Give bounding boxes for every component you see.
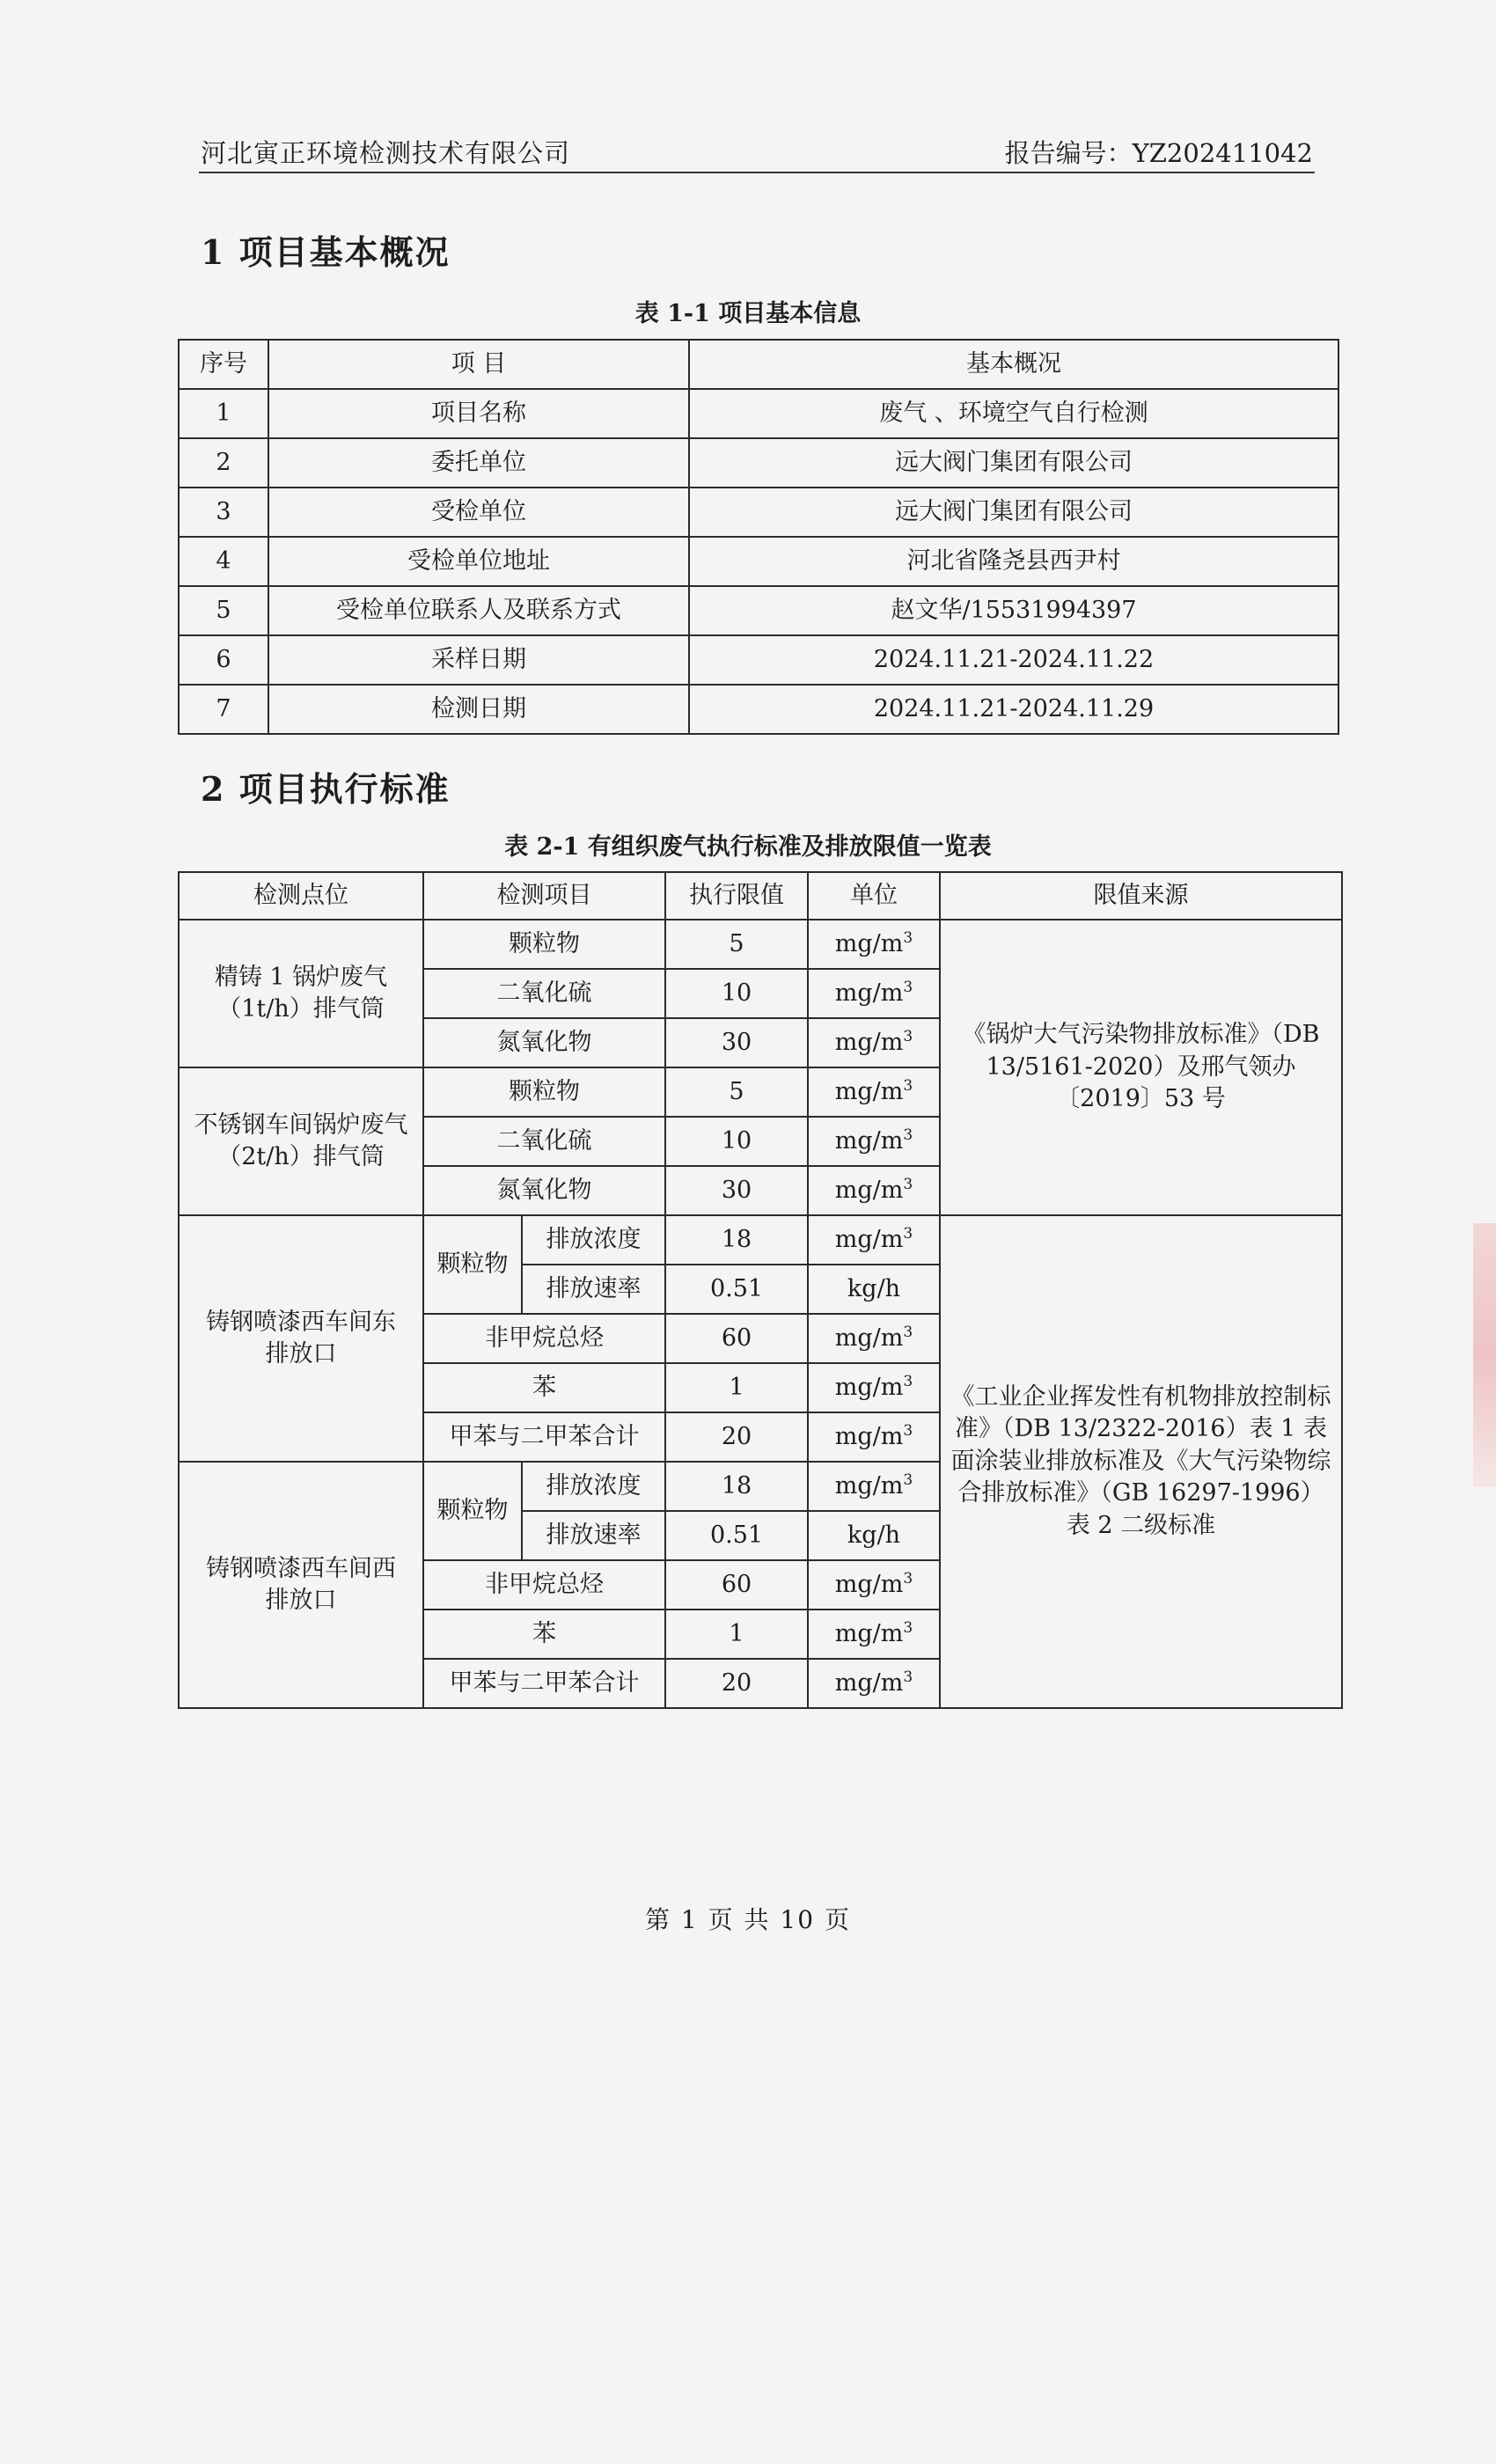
- unit-cell: $mg/m^3$: [808, 1018, 940, 1067]
- page-number: 第 1 页 共 10 页: [645, 1905, 851, 1934]
- test-item: 苯: [423, 1363, 665, 1412]
- test-item: 非甲烷总烃: [423, 1560, 665, 1610]
- limit-source: 《锅炉大气污染物排放标准》（DB 13/5161-2020）及邢气领办〔2019〕53 号: [940, 920, 1342, 1215]
- test-item: 颗粒物: [423, 1215, 522, 1314]
- company-name: 河北寅正环境检测技术有限公司: [201, 138, 571, 168]
- row-item: 检测日期: [268, 685, 689, 734]
- row-item: 受检单位地址: [268, 537, 689, 586]
- column-header: 项 目: [268, 340, 689, 389]
- limit-value: 20: [665, 1659, 808, 1708]
- sampling-point: 不锈钢车间锅炉废气（2t/h）排气筒: [179, 1067, 423, 1215]
- row-number: 1: [179, 389, 268, 438]
- limit-value: 1: [665, 1363, 808, 1412]
- test-item: 二氧化硫: [423, 1117, 665, 1166]
- sampling-point: 铸钢喷漆西车间东排放口: [179, 1215, 423, 1462]
- limit-value: 5: [665, 1067, 808, 1117]
- unit-cell: $mg/m^3$: [808, 1117, 940, 1166]
- table-1-1-caption: 表 1-1 项目基本信息: [634, 300, 862, 327]
- unit-cell: $mg/m^3$: [808, 1215, 940, 1265]
- row-number: 4: [179, 537, 268, 586]
- test-item: 甲苯与二甲苯合计: [423, 1659, 665, 1708]
- limit-value: 1: [665, 1610, 808, 1659]
- row-value: 废气 、环境空气自行检测: [689, 389, 1338, 438]
- section-2-heading: 2 项目执行标准: [201, 769, 451, 809]
- unit-cell: $mg/m^3$: [808, 1314, 940, 1363]
- limit-value: 18: [665, 1215, 808, 1265]
- column-header: 执行限值: [665, 872, 808, 920]
- limit-value: 0.51: [665, 1511, 808, 1560]
- test-item: 二氧化硫: [423, 969, 665, 1018]
- test-sub-item: 排放速率: [522, 1265, 665, 1314]
- row-value: 河北省隆尧县西尹村: [689, 537, 1338, 586]
- table-row: [179, 1215, 1342, 1265]
- table-header-row: [179, 872, 1342, 920]
- test-item: 苯: [423, 1610, 665, 1659]
- row-number: 3: [179, 488, 268, 537]
- column-header: 单位: [808, 872, 940, 920]
- row-value: 远大阀门集团有限公司: [689, 488, 1338, 537]
- unit-cell: $mg/m^3$: [808, 1412, 940, 1462]
- column-header: 检测点位: [179, 872, 423, 920]
- row-item: 委托单位: [268, 438, 689, 488]
- row-number: 6: [179, 635, 268, 685]
- row-item: 受检单位联系人及联系方式: [268, 586, 689, 635]
- unit-cell: kg/h: [808, 1511, 940, 1560]
- test-item: 颗粒物: [423, 920, 665, 969]
- test-sub-item: 排放浓度: [522, 1462, 665, 1511]
- test-item: 颗粒物: [423, 1462, 522, 1560]
- table-2-1-caption: 表 2-1 有组织废气执行标准及排放限值一览表: [504, 833, 992, 861]
- unit-cell: $mg/m^3$: [808, 969, 940, 1018]
- limit-value: 10: [665, 1117, 808, 1166]
- column-header: 序号: [179, 340, 268, 389]
- limit-source: 《工业企业挥发性有机物排放控制标准》（DB 13/2322-2016）表 1 表面涂装业排放标准及《大气污染物综合排放标准》（GB 16297-1996）表 2 二级标准: [940, 1215, 1342, 1708]
- test-item: 甲苯与二甲苯合计: [423, 1412, 665, 1462]
- limit-value: 18: [665, 1462, 808, 1511]
- section-1-heading: 1 项目基本概况: [201, 232, 451, 272]
- limit-value: 0.51: [665, 1265, 808, 1314]
- limit-value: 20: [665, 1412, 808, 1462]
- unit-cell: $mg/m^3$: [808, 1166, 940, 1215]
- row-value: 2024.11.21-2024.11.29: [689, 685, 1338, 734]
- limit-value: 10: [665, 969, 808, 1018]
- table-header-row: [179, 340, 1338, 389]
- limit-value: 5: [665, 920, 808, 969]
- test-item: 颗粒物: [423, 1067, 665, 1117]
- row-item: 采样日期: [268, 635, 689, 685]
- column-header: 检测项目: [423, 872, 665, 920]
- table-row: [179, 920, 1342, 969]
- unit-cell: $mg/m^3$: [808, 1610, 940, 1659]
- unit-cell: $mg/m^3$: [808, 1659, 940, 1708]
- table-row: [179, 635, 1338, 685]
- limit-value: 60: [665, 1314, 808, 1363]
- row-value: 2024.11.21-2024.11.22: [689, 635, 1338, 685]
- unit-cell: $mg/m^3$: [808, 1462, 940, 1511]
- project-info-table: [178, 339, 1339, 735]
- row-number: 2: [179, 438, 268, 488]
- limit-value: 30: [665, 1166, 808, 1215]
- table-row: [179, 537, 1338, 586]
- row-item: 受检单位: [268, 488, 689, 537]
- row-number: 7: [179, 685, 268, 734]
- test-item: 氮氧化物: [423, 1018, 665, 1067]
- unit-cell: kg/h: [808, 1265, 940, 1314]
- limit-value: 60: [665, 1560, 808, 1610]
- unit-cell: $mg/m^3$: [808, 920, 940, 969]
- row-value: 赵文华/15531994397: [689, 586, 1338, 635]
- limit-value: 30: [665, 1018, 808, 1067]
- column-header: 限值来源: [940, 872, 1342, 920]
- seal-stamp-edge: [1473, 1223, 1496, 1487]
- row-number: 5: [179, 586, 268, 635]
- sampling-point: 铸钢喷漆西车间西排放口: [179, 1462, 423, 1708]
- table-row: [179, 586, 1338, 635]
- report-number: 报告编号：YZ202411042: [1004, 138, 1313, 168]
- table-row: [179, 685, 1338, 734]
- test-item: 非甲烷总烃: [423, 1314, 665, 1363]
- test-item: 氮氧化物: [423, 1166, 665, 1215]
- unit-cell: $mg/m^3$: [808, 1067, 940, 1117]
- table-row: [179, 488, 1338, 537]
- sampling-point: 精铸 1 锅炉废气（1t/h）排气筒: [179, 920, 423, 1067]
- table-row: [179, 389, 1338, 438]
- unit-cell: $mg/m^3$: [808, 1560, 940, 1610]
- unit-cell: $mg/m^3$: [808, 1363, 940, 1412]
- row-item: 项目名称: [268, 389, 689, 438]
- emission-standard-table: [178, 871, 1343, 1709]
- table-row: [179, 438, 1338, 488]
- header-divider: [199, 172, 1315, 173]
- column-header: 基本概况: [689, 340, 1338, 389]
- test-sub-item: 排放浓度: [522, 1215, 665, 1265]
- row-value: 远大阀门集团有限公司: [689, 438, 1338, 488]
- test-sub-item: 排放速率: [522, 1511, 665, 1560]
